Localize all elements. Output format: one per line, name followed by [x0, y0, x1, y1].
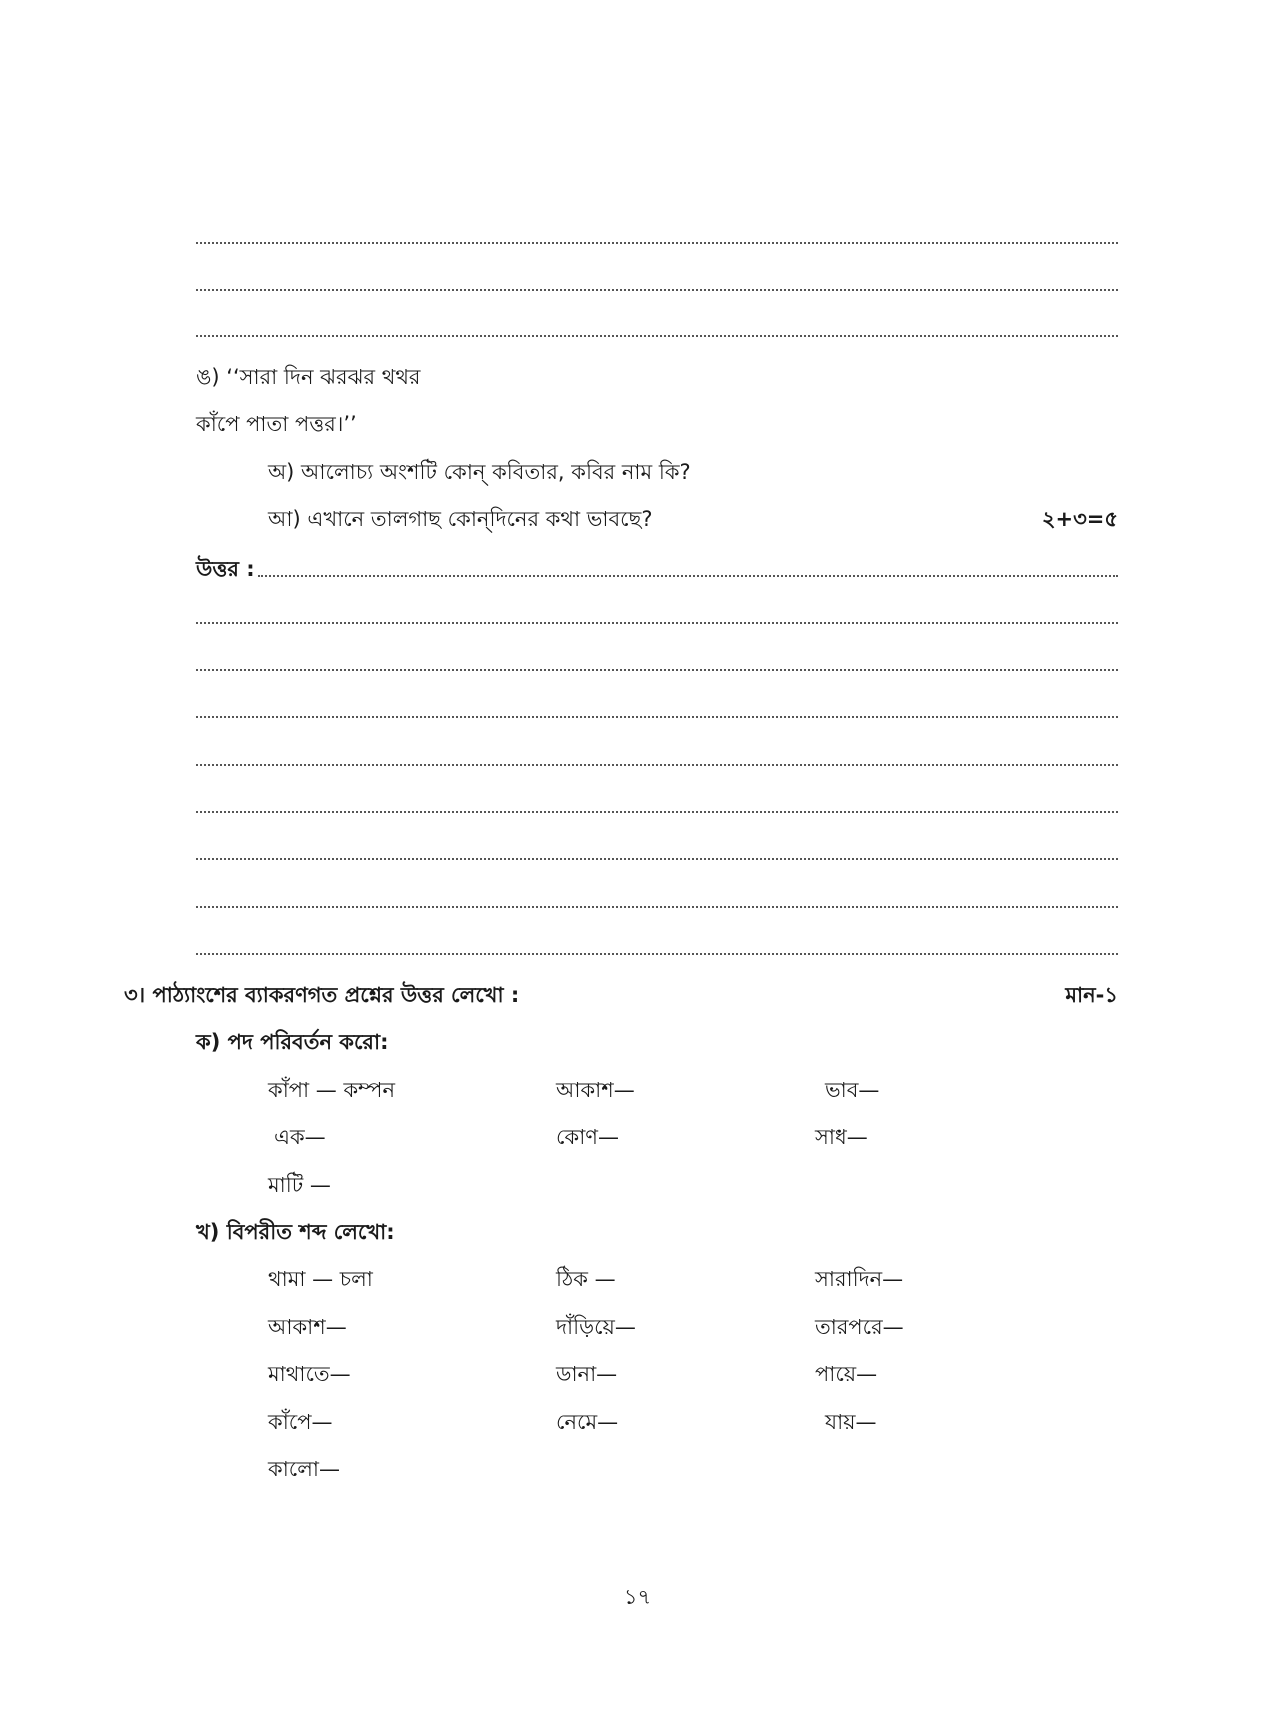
word-item: তারপরে— — [815, 1315, 904, 1339]
word-item: আকাশ— — [268, 1315, 347, 1339]
word-item: নেমে— — [556, 1410, 619, 1434]
word-item: আকাশ— — [556, 1078, 635, 1102]
word-item: সাধ— — [815, 1125, 868, 1149]
answer-dotted-line[interactable] — [196, 953, 1118, 955]
answer-dotted-line[interactable] — [196, 906, 1118, 908]
question-ng-stem-line1: ঙ) ‘‘সারা দিন ঝরঝর থথর — [196, 365, 421, 389]
word-item: কাঁপে— — [268, 1410, 333, 1434]
word-item: মাথাতে— — [268, 1362, 351, 1386]
word-item: কাঁপা — কম্পন — [268, 1078, 396, 1102]
question-ng-sub-aa: আ) এখানে তালগাছ কোন্‌দিনের কথা ভাবছে? — [268, 507, 653, 531]
question-3-heading: ৩। পাঠ্যাংশের ব্যাকরণগত প্রশ্নের উত্তর লেখো : — [124, 983, 520, 1007]
answer-dotted-line[interactable] — [196, 669, 1118, 671]
word-item: সারাদিন— — [815, 1267, 904, 1291]
question-ng-marks: ২+৩=৫ — [1041, 507, 1118, 531]
answer-dotted-line[interactable] — [196, 622, 1118, 624]
question-3-marks: মান-১ — [1065, 983, 1118, 1007]
word-item: কোণ— — [556, 1125, 620, 1149]
answer-row[interactable] — [196, 553, 1118, 581]
word-item: এক— — [274, 1125, 326, 1149]
word-item: যায়— — [825, 1410, 877, 1434]
answer-dotted-line[interactable] — [196, 716, 1118, 718]
word-item: মাটি — — [268, 1173, 331, 1197]
answer-dotted-line[interactable] — [196, 858, 1118, 860]
part-ka-label: ক) পদ পরিবর্তন করো: — [196, 1030, 389, 1054]
answer-label: উত্তর : — [196, 557, 255, 581]
word-item: ডানা— — [556, 1362, 618, 1386]
answer-dotted-line[interactable] — [258, 575, 1118, 577]
part-kha-label: খ) বিপরীত শব্দ লেখো: — [196, 1220, 395, 1244]
answer-dotted-line[interactable] — [196, 242, 1118, 244]
answer-dotted-line[interactable] — [196, 289, 1118, 291]
question-ng-stem-line2: কাঁপে পাতা পত্তর।’’ — [196, 412, 357, 436]
answer-dotted-line[interactable] — [196, 764, 1118, 766]
word-item: দাঁড়িয়ে— — [556, 1315, 636, 1339]
word-item: কালো— — [268, 1457, 340, 1481]
word-item: ভাব— — [825, 1078, 880, 1102]
page-number: ১৭ — [623, 1585, 652, 1609]
question-ng-sub-a: অ) আলোচ্য অংশটি কোন্ কবিতার, কবির নাম কি? — [268, 460, 691, 484]
answer-dotted-line[interactable] — [196, 335, 1118, 337]
word-item: পায়ে— — [815, 1362, 878, 1386]
answer-dotted-line[interactable] — [196, 811, 1118, 813]
word-item: থামা — চলা — [268, 1267, 373, 1291]
word-item: ঠিক — — [556, 1267, 616, 1291]
